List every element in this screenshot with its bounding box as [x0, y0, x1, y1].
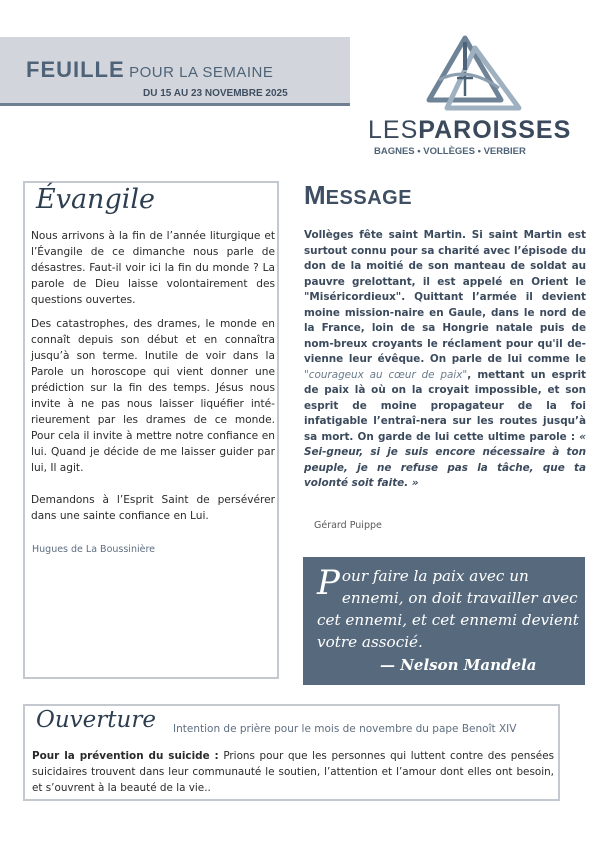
message-text-part1: Vollèges fête saint Martin. Si saint Martin est surtout connu pour sa charité avec l’épisode du don de la moitié de son manteau de soldat au pauvre grelottant, il est appelé en Orient le "Miséricordieux". Quittant l’armée il devient moine mission-naire en Gaule, dans le nord de la France, loin de sa Hongrie natale puis de nom-breux croyants le réclament pour qu'il de-vienne leur évêque. On parle de lui comme le: [304, 229, 586, 365]
logo-subtitle: BAGNES • VOLLÈGES • VERBIER: [374, 146, 526, 157]
quote-body: our faire la paix avec un ennemi, on doit travailler avec cet ennemi, et cet ennemi devient votre associé.: [317, 567, 579, 651]
message-quote-inline: "courageux au cœur de paix": [304, 368, 468, 381]
message-title-initial: M: [304, 180, 326, 210]
title-semaine: POUR LA SEMAINE: [129, 64, 274, 81]
message-last-words: « Sei-gneur, si je suis encore nécessaire à ton peuple, je ne refuse pas la tâche, que ta volonté soit faite. »: [304, 430, 586, 489]
title-feuille: FEUILLE: [26, 57, 125, 82]
page-title: [26, 57, 273, 83]
message-title: [304, 180, 412, 211]
ouverture-text: Prions pour que les personnes qui luttent contre des pensées suicidaires trouvent dans leur communauté le soutien, l’attention et l’amour dont elles ont besoin, et s’ouvrent à la beauté de la vie..: [32, 750, 554, 794]
ouverture-label: Pour la prévention du suicide :: [32, 750, 219, 762]
header-underline: [0, 103, 350, 106]
message-text-part2: , mettant un esprit de paix là où on la croyait impossible, et son esprit de moine propagateur de la foi infatigable l’entraî-nera sur les routes jusqu’à sa mort. On garde de lui cette ultime parole :: [304, 368, 586, 443]
ouverture-subtitle: Intention de prière pour le mois de novembre du pape Benoît XIV: [173, 723, 517, 735]
week-dates: DU 15 AU 23 NOVEMBRE 2025: [143, 88, 288, 99]
paroisses-logo-icon: [417, 30, 527, 114]
message-body: [304, 228, 586, 492]
ouverture-body: [32, 748, 554, 796]
message-title-rest: ESSAGE: [325, 187, 413, 209]
message-signature: Gérard Puippe: [314, 520, 382, 531]
logo-les: LES: [368, 116, 419, 144]
evangile-title: Évangile: [36, 184, 155, 215]
quote-author: — Nelson Mandela: [380, 656, 537, 674]
evangile-paragraph: Demandons à l’Esprit Saint de persévérer dans une sainte confiance en Lui.: [31, 494, 275, 522]
evangile-paragraph: Des catastrophes, des drames, le monde en connaît depuis son début et en connaîtra jusqu’à son terme. Inutile de voir dans la Parole un horoscope qui vient donner une prédiction sur la fin des temps. Jésus nous invite à ne pas nous laisser liquéfier inté-rieurement par les drames de ce monde. Pour cela il invite à mettre notre confiance en lui. Quand je décide de me laisser guider par lui, Il agit.: [31, 318, 275, 474]
evangile-signature: Hugues de La Boussinière: [32, 544, 155, 555]
logo-wordmark: [368, 116, 571, 145]
evangile-paragraph: Nous arrivons à la fin de l’année liturgique et l’Évangile de ce dimanche nous parle de désastres. Faut-il voir ici la fin du monde ? La parole de Dieu laisse volontairement des questions ouvertes.: [31, 230, 275, 306]
ouverture-title: Ouverture: [36, 707, 156, 733]
quote-dropcap: P: [317, 563, 340, 603]
logo-paroisses: PAROISSES: [418, 116, 572, 144]
quote-text: [317, 565, 579, 653]
